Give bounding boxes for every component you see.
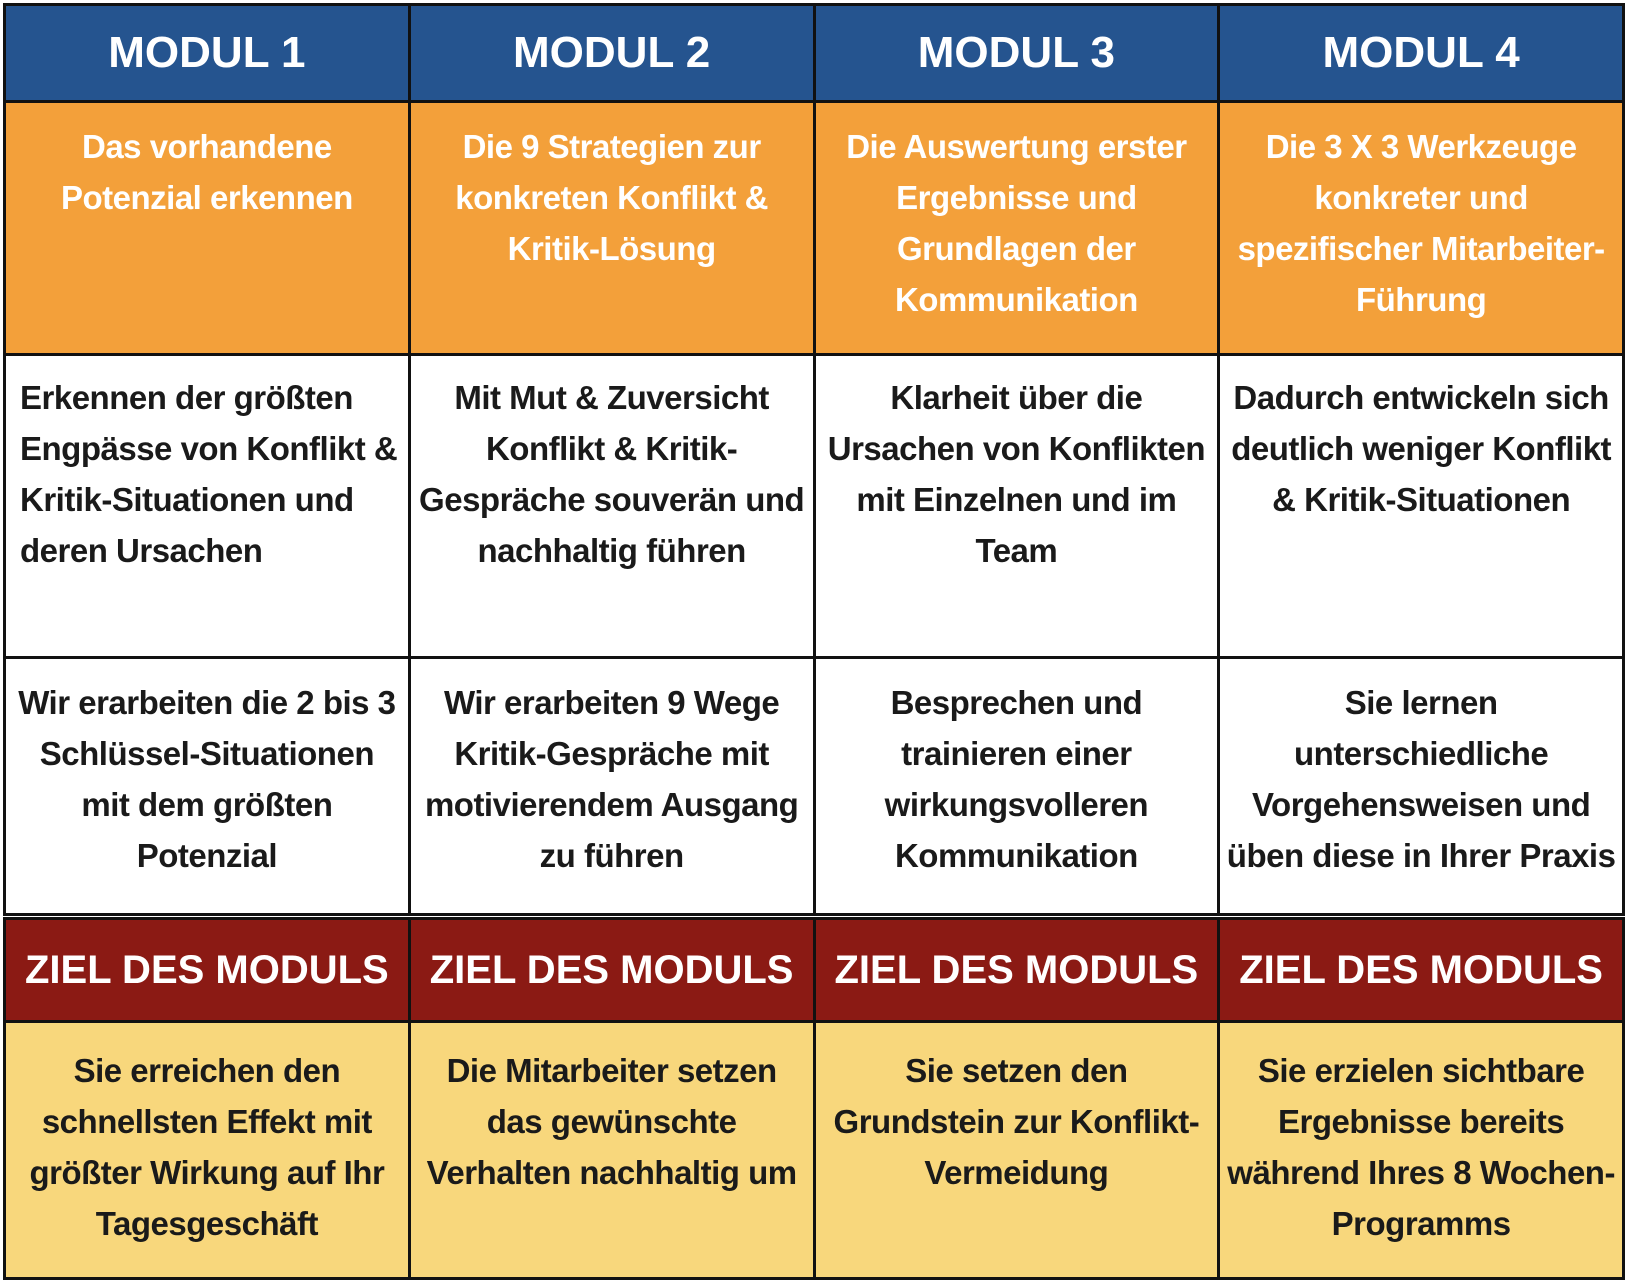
module-4-title: Die 3 X 3 Werkzeuge konkreter und spezifischer Mitarbeiter-Führung (1219, 102, 1624, 355)
module-3-description: Klarheit über die Ursachen von Konflikten mit Einzelnen und im Team (814, 355, 1219, 658)
module-1-description: Erkennen der größten Engpässe von Konflikt & Kritik-Situationen und deren Ursachen (5, 355, 410, 658)
module-3-work: Besprechen und trainieren einer wirkungsvolleren Kommunikation (814, 658, 1219, 915)
module-4-work: Sie lernen unterschiedliche Vorgehensweisen und üben diese in Ihrer Praxis (1219, 658, 1624, 915)
goal-text-row (5, 1022, 1624, 1279)
module-2-work: Wir erarbeiten 9 Wege Kritik-Gespräche mit motivierendem Ausgang zu führen (409, 658, 814, 915)
module-2-header: MODUL 2 (409, 5, 814, 102)
module-1-header: MODUL 1 (5, 5, 410, 102)
module-work-row (5, 658, 1624, 915)
module-title-row (5, 102, 1624, 355)
goal-2-text: Die Mitarbeiter setzen das gewünschte Verhalten nachhaltig um (409, 1022, 814, 1279)
goal-1-text: Sie erreichen den schnellsten Effekt mit größter Wirkung auf Ihr Tagesgeschäft (5, 1022, 410, 1279)
module-3-header: MODUL 3 (814, 5, 1219, 102)
goal-4-header: ZIEL DES MODULS (1219, 919, 1624, 1022)
goal-2-header: ZIEL DES MODULS (409, 919, 814, 1022)
goal-3-text: Sie setzen den Grundstein zur Konflikt-Vermeidung (814, 1022, 1219, 1279)
module-4-description: Dadurch entwickeln sich deutlich weniger Konflikt & Kritik-Situationen (1219, 355, 1624, 658)
module-1-title: Das vorhandene Potenzial erkennen (5, 102, 410, 355)
module-4-header: MODUL 4 (1219, 5, 1624, 102)
goal-3-header: ZIEL DES MODULS (814, 919, 1219, 1022)
module-2-title: Die 9 Strategien zur konkreten Konflikt & Kritik-Lösung (409, 102, 814, 355)
module-description-row (5, 355, 1624, 658)
goal-1-header: ZIEL DES MODULS (5, 919, 410, 1022)
module-2-description: Mit Mut & Zuversicht Konflikt & Kritik-Gespräche souverän und nachhaltig führen (409, 355, 814, 658)
module-1-work: Wir erarbeiten die 2 bis 3 Schlüssel-Situationen mit dem größten Potenzial (5, 658, 410, 915)
goal-4-text: Sie erzielen sichtbare Ergebnisse bereits während Ihres 8 Wochen-Programms (1219, 1022, 1624, 1279)
module-3-title: Die Auswertung erster Ergebnisse und Grundlagen der Kommunikation (814, 102, 1219, 355)
modules-table (3, 3, 1625, 916)
goals-table (3, 917, 1625, 1280)
goal-header-row (5, 919, 1624, 1022)
module-header-row (5, 5, 1624, 102)
